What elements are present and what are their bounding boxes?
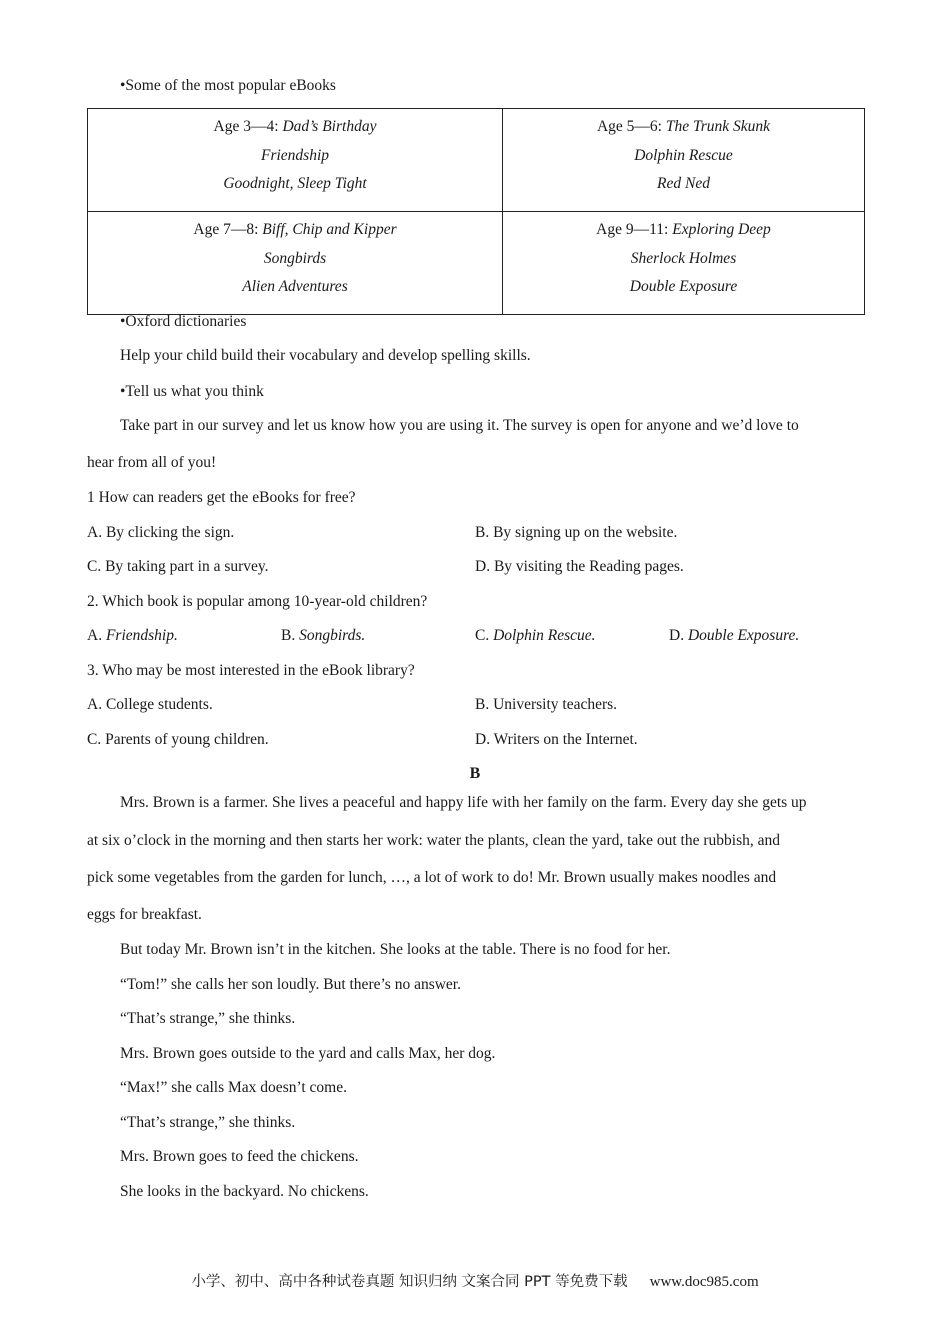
- option-letter: D.: [475, 558, 494, 575]
- option-text: Writers on the Internet.: [493, 731, 638, 748]
- dictionaries-text: Help your child build their vocabulary and develop spelling skills.: [120, 347, 531, 364]
- option-letter: D.: [669, 627, 688, 644]
- story-line: But today Mr. Brown isn’t in the kitchen. She looks at the table. There is no food for her.: [120, 941, 671, 958]
- book-title: Double Exposure: [629, 278, 738, 295]
- book-title: Biff, Chip and Kipper: [262, 221, 397, 238]
- book-title: Red Ned: [657, 175, 710, 192]
- page-footer: [0, 1270, 950, 1291]
- story-line: Mrs. Brown goes outside to the yard and calls Max, her dog.: [120, 1045, 496, 1062]
- story-line: “That’s strange,” she thinks.: [120, 1010, 296, 1027]
- book-title: Dolphin Rescue: [634, 146, 733, 164]
- option-text: By signing up on the website.: [493, 524, 678, 541]
- story-line: Mrs. Brown goes to feed the chickens.: [120, 1148, 359, 1165]
- option-letter: B.: [475, 524, 494, 541]
- survey-text-line: Take part in our survey and let us know how you are using it. The survey is open for anyone and we’d love to: [120, 417, 799, 434]
- q3-option-c: [87, 731, 269, 749]
- book-title: Dad’s Birthday: [282, 118, 377, 135]
- book-title: Songbirds: [263, 249, 327, 267]
- age-label: Age 7—8:: [193, 221, 263, 238]
- book-title: Alien Adventures: [242, 278, 348, 295]
- option-letter: B.: [475, 696, 494, 713]
- section-survey-heading: •Tell us what you think: [120, 383, 264, 400]
- q3-option-b: [475, 696, 617, 714]
- footer-link[interactable]: www.doc985.com: [649, 1274, 759, 1290]
- question-1: 1 How can readers get the eBooks for free?: [87, 489, 356, 506]
- option-letter: C.: [475, 627, 494, 644]
- q1-option-b: [475, 524, 677, 542]
- table-cell: [503, 212, 865, 315]
- table-row: [88, 109, 865, 212]
- option-text: Dolphin Rescue.: [493, 627, 596, 644]
- q3-option-a: [87, 696, 213, 714]
- table-cell: [88, 212, 503, 315]
- option-text: Songbirds.: [299, 627, 366, 644]
- q2-option-a: [87, 627, 178, 645]
- section-popular-heading: •Some of the most popular eBooks: [120, 77, 336, 94]
- option-text: Double Exposure.: [687, 627, 800, 644]
- story-line: at six o’clock in the morning and then starts her work: water the plants, clean the yard, take out the rubbish, and: [87, 832, 780, 849]
- option-letter: B.: [281, 627, 300, 644]
- story-line: “That’s strange,” she thinks.: [120, 1114, 296, 1131]
- survey-text-line: hear from all of you!: [87, 454, 217, 471]
- option-text: By taking part in a survey.: [105, 558, 269, 575]
- q3-option-d: [475, 731, 638, 749]
- option-text: Parents of young children.: [105, 731, 269, 748]
- option-letter: A.: [87, 524, 106, 541]
- story-line: She looks in the backyard. No chickens.: [120, 1183, 369, 1200]
- q1-option-d: [475, 558, 684, 576]
- story-line: eggs for breakfast.: [87, 906, 202, 923]
- story-line: “Max!” she calls Max doesn’t come.: [120, 1079, 347, 1096]
- table-cell: [88, 109, 503, 212]
- option-text: By clicking the sign.: [105, 524, 235, 541]
- section-b-heading: B: [469, 765, 481, 782]
- option-letter: C.: [87, 558, 106, 575]
- age-label: Age 5—6:: [596, 118, 666, 135]
- option-letter: A.: [87, 627, 106, 644]
- book-title: Friendship: [260, 146, 330, 164]
- option-text: College students.: [105, 696, 213, 713]
- option-text: Friendship.: [105, 627, 178, 644]
- story-line: Mrs. Brown is a farmer. She lives a peaceful and happy life with her family on the farm. Every day she gets up: [120, 794, 807, 811]
- question-3: 3. Who may be most interested in the eBook library?: [87, 662, 415, 679]
- option-text: By visiting the Reading pages.: [493, 558, 684, 575]
- table-cell: [503, 109, 865, 212]
- q2-option-c: [475, 627, 596, 645]
- q1-option-a: [87, 524, 234, 542]
- option-letter: A.: [87, 696, 106, 713]
- age-label: Age 3—4:: [213, 118, 283, 135]
- option-letter: D.: [475, 731, 494, 748]
- book-title: Exploring Deep: [672, 221, 771, 238]
- table-row: [88, 212, 865, 315]
- q2-option-d: [669, 627, 799, 645]
- section-dictionaries-heading: •Oxford dictionaries: [120, 313, 247, 330]
- option-letter: C.: [87, 731, 106, 748]
- q1-option-c: [87, 558, 269, 576]
- option-text: University teachers.: [493, 696, 618, 713]
- book-title: The Trunk Skunk: [665, 118, 771, 135]
- age-label: Age 9—11:: [596, 221, 673, 238]
- footer-text: 小学、初中、高中各种试卷真题 知识归纳 文案合同 PPT 等免费下载: [191, 1274, 628, 1290]
- book-title: Goodnight, Sleep Tight: [223, 175, 367, 192]
- ebook-table: [87, 108, 865, 315]
- q2-option-b: [281, 627, 365, 645]
- story-line: “Tom!” she calls her son loudly. But there’s no answer.: [120, 976, 461, 993]
- story-line: pick some vegetables from the garden for lunch, …, a lot of work to do! Mr. Brown usually makes noodles and: [87, 869, 777, 886]
- book-title: Sherlock Holmes: [630, 249, 737, 267]
- question-2: 2. Which book is popular among 10-year-old children?: [87, 593, 428, 610]
